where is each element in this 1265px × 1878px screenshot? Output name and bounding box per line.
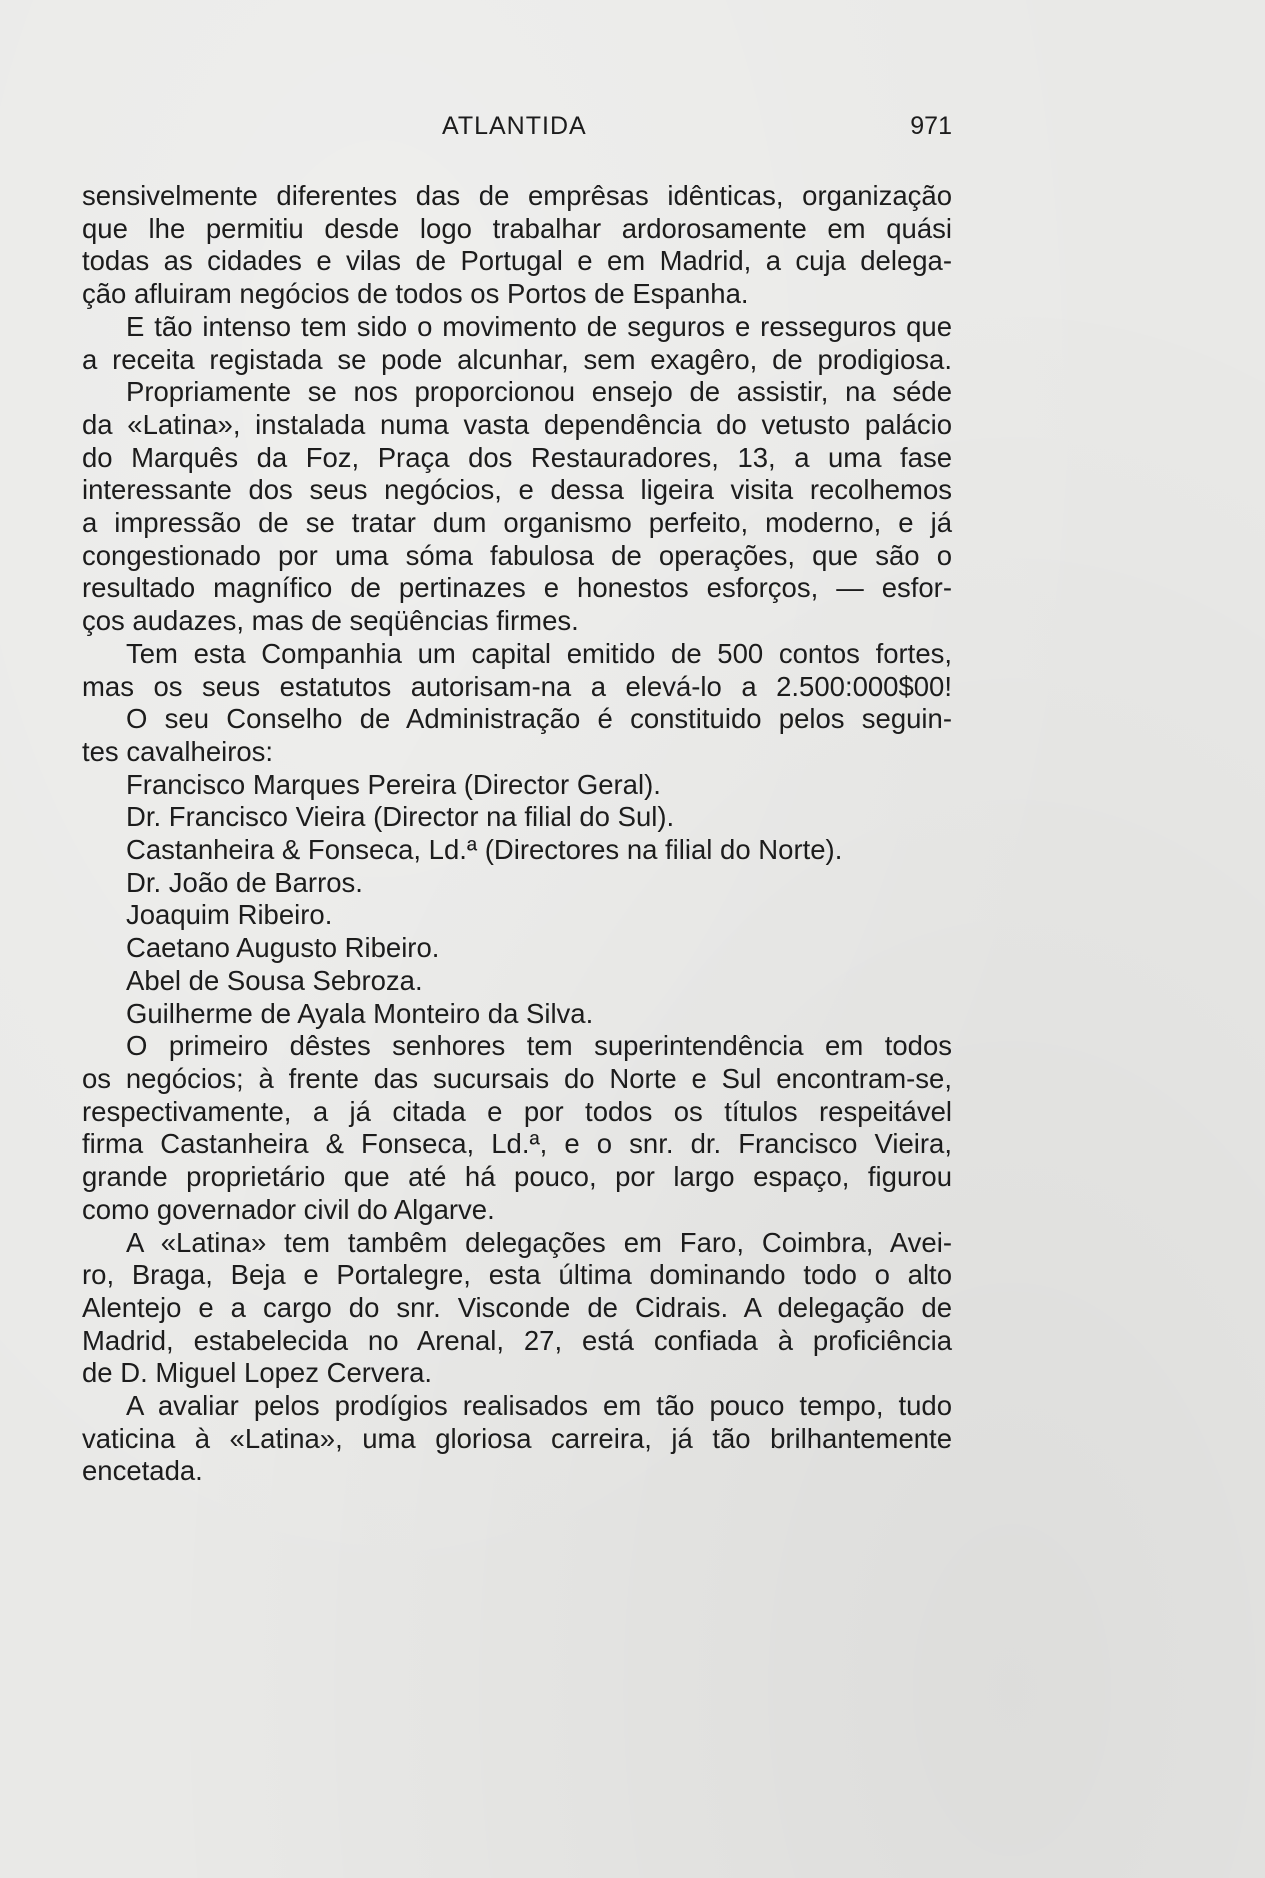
text-line: encetada. (82, 1455, 203, 1487)
text-line: todas as cidades e vilas de Portugal e em Madrid, a cuja delega- (82, 245, 952, 277)
text-line: O primeiro dêstes senhores tem superintendência em todos (126, 1030, 952, 1062)
list-item: Abel de Sousa Sebroza. (126, 964, 423, 996)
text-line: ços audazes, mas de seqüências firmes. (82, 605, 579, 637)
list-item: Castanheira & Fonseca, Ld.ª (Directores na filial do Norte). (126, 834, 843, 866)
running-title: ATLANTIDA (442, 112, 587, 140)
text-line: sensivelmente diferentes das de emprêsas idênticas, organização (82, 180, 952, 211)
text-line: como governador civil do Algarve. (82, 1193, 495, 1225)
text-line: ção afluiram negócios de todos os Portos de Espanha. (82, 278, 749, 310)
text-line: vaticina à «Latina», uma gloriosa carreira, já tão brilhantemente (82, 1422, 952, 1454)
text-line: Madrid, estabelecida no Arenal, 27, está confiada à proficiência (82, 1324, 952, 1356)
text-line: A avaliar pelos prodígios realisados em tão pouco tempo, tudo (126, 1390, 952, 1422)
text-line: Alentejo e a cargo do snr. Visconde de Cidrais. A delegação de (82, 1291, 952, 1323)
list-item: Guilherme de Ayala Monteiro da Silva. (126, 997, 594, 1029)
text-line: resultado magnífico de pertinazes e honestos esforços, — esfor- (82, 572, 952, 604)
text-line: os negócios; à frente das sucursais do Norte e Sul encontram-se, (82, 1062, 952, 1094)
text-line: congestionado por uma sóma fabulosa de operações, que são o (82, 539, 952, 571)
text-line: do Marquês da Foz, Praça dos Restauradores, 13, a uma fase (82, 441, 952, 473)
list-item: Francisco Marques Pereira (Director Geral). (126, 768, 661, 800)
page-number: 971 (910, 112, 952, 140)
text-line: Propriamente se nos proporcionou ensejo de assistir, na séde (126, 376, 952, 408)
text-line: ro, Braga, Beja e Portalegre, esta última dominando todo o alto (82, 1259, 952, 1291)
text-line: Tem esta Companhia um capital emitido de 500 contos fortes, (126, 637, 952, 669)
text-line: que lhe permitiu desde logo trabalhar ardorosamente em quási (82, 212, 952, 244)
page-header (82, 112, 952, 142)
text-line: grande proprietário que até há pouco, por largo espaço, figurou (82, 1161, 952, 1193)
text-line: firma Castanheira & Fonseca, Ld.ª, e o snr. dr. Francisco Vieira, (82, 1128, 952, 1160)
list-item: Dr. Francisco Vieira (Director na filial do Sul). (126, 801, 675, 833)
list-item: Caetano Augusto Ribeiro. (126, 932, 440, 964)
text-line: de D. Miguel Lopez Cervera. (82, 1357, 433, 1389)
text-line: interessante dos seus negócios, e dessa ligeira visita recolhemos (82, 474, 952, 506)
text-line: a receita registada se pode alcunhar, sem exagêro, de prodigiosa. (82, 343, 952, 375)
text-line: a impressão de se tratar dum organismo perfeito, moderno, e já (82, 507, 952, 539)
list-item: Dr. João de Barros. (126, 866, 363, 898)
text-line: O seu Conselho de Administração é constituido pelos seguin- (126, 703, 952, 735)
text-line: tes cavalheiros: (82, 735, 274, 767)
text-line: da «Latina», instalada numa vasta dependência do vetusto palácio (82, 408, 952, 440)
text-line: mas os seus estatutos autorisam-na a elevá-lo a 2.500:000$00! (82, 670, 952, 702)
text-line: A «Latina» tem tambêm delegações em Faro, Coimbra, Avei- (126, 1226, 952, 1258)
body-text (82, 180, 952, 1488)
list-item: Joaquim Ribeiro. (126, 899, 333, 931)
text-line: respectivamente, a já citada e por todos os títulos respeitável (82, 1095, 952, 1127)
text-line: E tão intenso tem sido o movimento de seguros e resseguros que (126, 310, 952, 342)
